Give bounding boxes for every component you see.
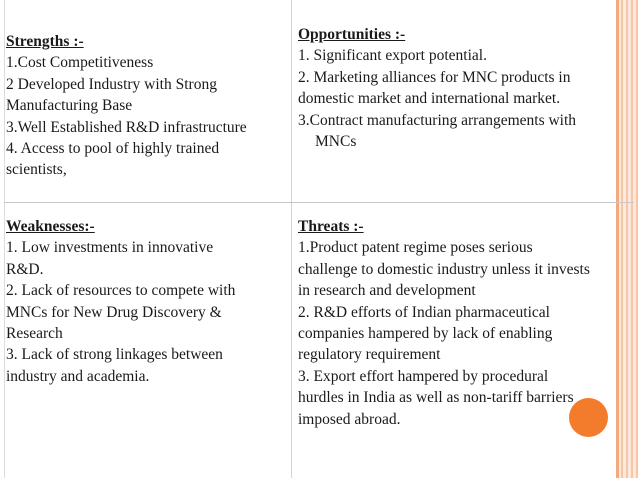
threats-line: companies hampered by lack of enabling [298,325,553,343]
weaknesses-heading: Weaknesses:- [6,218,95,235]
threats-line: 3. Export effort hampered by procedural [298,367,549,385]
threats-line: regulatory requirement [298,346,441,364]
weaknesses-line: industry and academia. [6,367,150,385]
decorative-orange-circle [569,398,608,437]
strengths-line: 3.Well Established R&D infrastructure [6,118,247,136]
opportunities-heading: Opportunities :- [298,26,406,43]
weaknesses-line: 3. Lack of strong linkages between [6,346,223,364]
weaknesses-line: R&D. [6,260,44,278]
weaknesses-line: MNCs for New Drug Discovery & [6,303,222,321]
opportunities-cell [298,24,620,152]
threats-heading: Threats :- [298,218,364,235]
opportunities-line: MNCs [315,133,357,151]
column-divider [291,0,292,478]
threats-line: in research and development [298,282,476,300]
strengths-line: scientists, [6,161,67,179]
threats-line: challenge to domestic industry unless it invests [298,260,590,278]
strengths-cell [6,31,288,181]
strengths-line: 4. Access to pool of highly trained [6,140,220,158]
opportunities-line: 2. Marketing alliances for MNC products in [298,68,571,86]
threats-line: hurdles in India as well as non-tariff barriers [298,389,574,407]
row-divider [4,202,634,203]
threats-line: 2. R&D efforts of Indian pharmaceutical [298,303,550,321]
weaknesses-line: Research [6,325,63,343]
weaknesses-line: 1. Low investments in innovative [6,239,214,257]
strengths-line: 1.Cost Competitiveness [6,54,154,72]
opportunities-line: 1. Significant export potential. [298,47,487,65]
opportunities-line: domestic market and international market. [298,90,561,108]
weaknesses-cell [6,216,288,387]
strengths-line: 2 Developed Industry with Strong [6,75,217,93]
threats-line: 1.Product patent regime poses serious [298,239,533,257]
opportunities-line: 3.Contract manufacturing arrangements with [298,111,577,129]
strengths-line: Manufacturing Base [6,97,133,115]
threats-line: imposed abroad. [298,410,401,428]
weaknesses-line: 2. Lack of resources to compete with [6,282,236,300]
strengths-heading: Strengths :- [6,33,84,50]
